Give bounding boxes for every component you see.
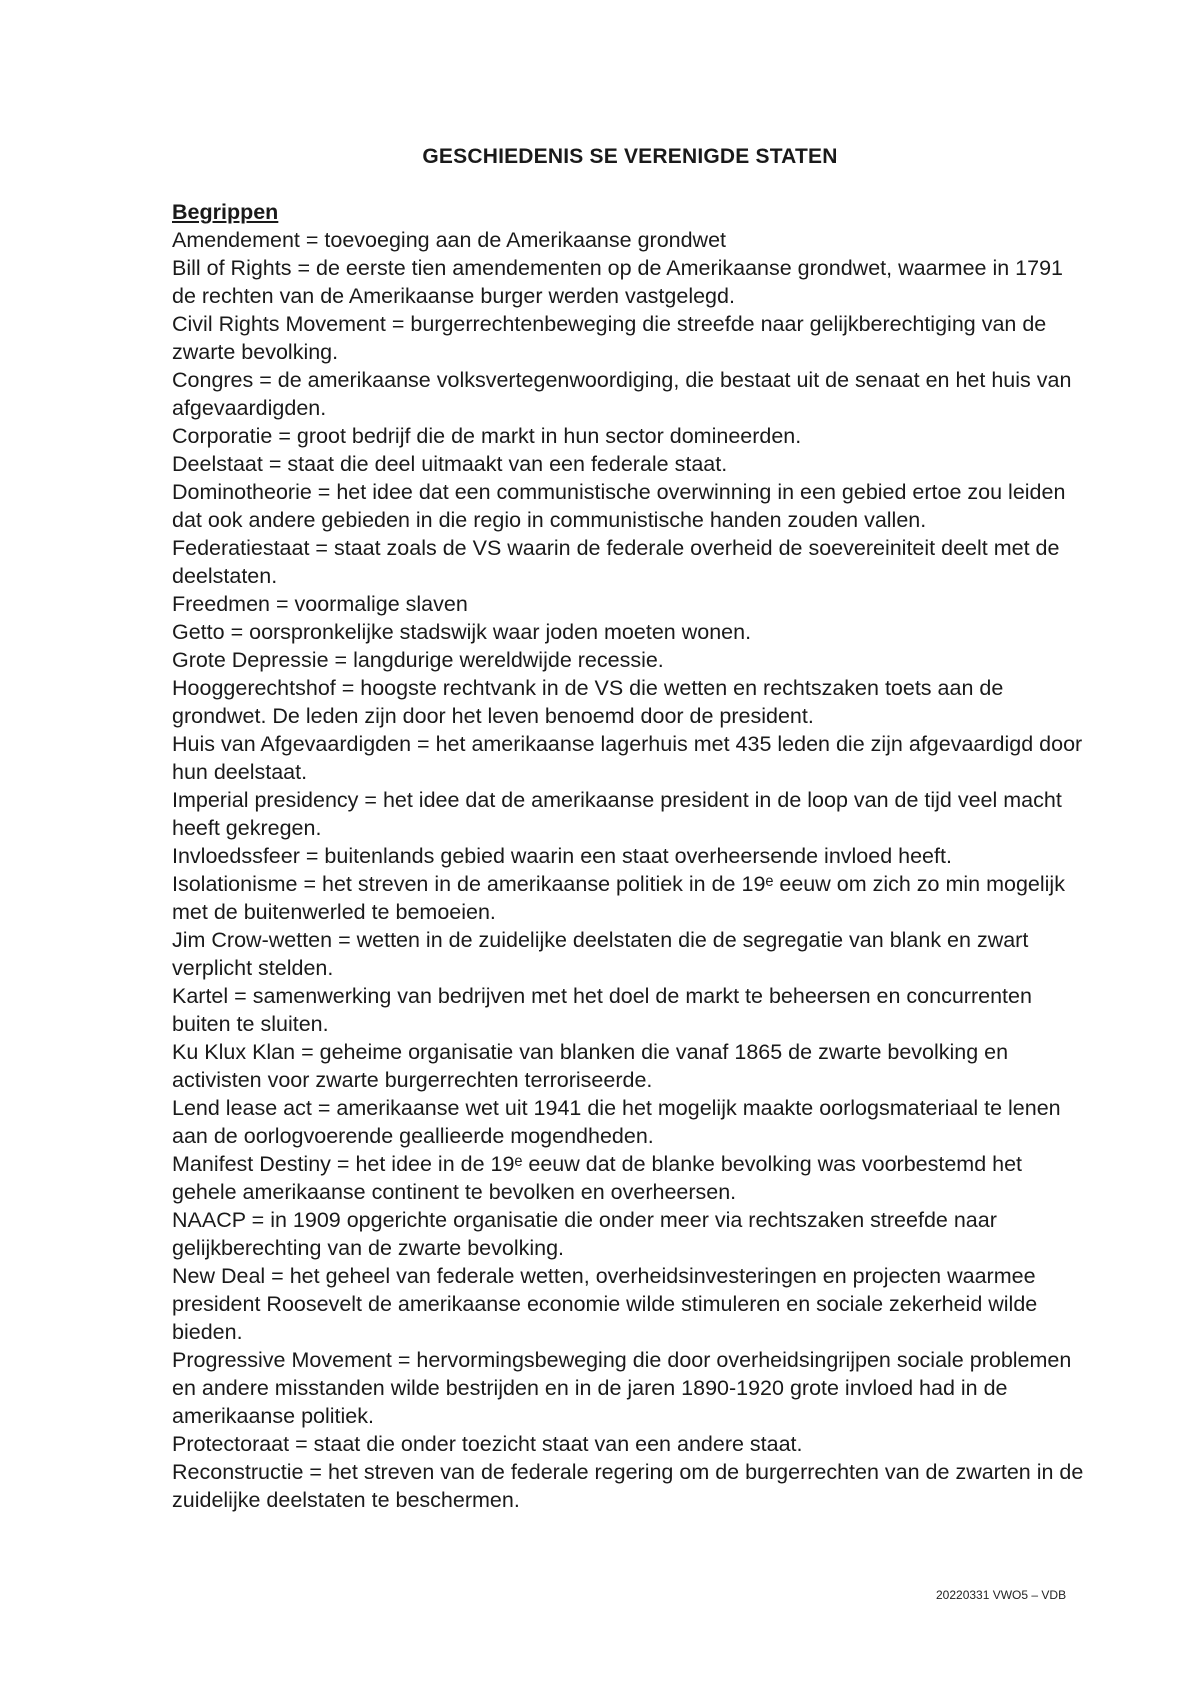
glossary-entry: Deelstaat = staat die deel uitmaakt van een federale staat. bbox=[172, 452, 728, 476]
glossary-definition: het streven van de federale regering om de burgerrechten van de zwarten in de zuidelijke deelstaten te beschermen. bbox=[172, 1460, 1084, 1512]
glossary-list bbox=[172, 226, 1092, 1514]
glossary-definition: het streven in de amerikaanse politiek in de 19ᵉ eeuw om zich zo min mogelijk met de buitenwerled te bemoeien. bbox=[172, 872, 1065, 924]
glossary-definition: de eerste tien amendementen op de Amerikaanse grondwet, waarmee in 1791 de rechten van de Amerikaanse burger werden vastgelegd. bbox=[172, 256, 1064, 308]
glossary-entry: Protectoraat = staat die onder toezicht staat van een andere staat. bbox=[172, 1432, 803, 1456]
glossary-definition: wetten in de zuidelijke deelstaten die de segregatie van blank en zwart verplicht stelden. bbox=[172, 928, 1029, 980]
glossary-definition: burgerrechtenbeweging die streefde naar gelijkberechtiging van de zwarte bevolking. bbox=[172, 312, 1047, 364]
glossary-entry: Grote Depressie = langdurige wereldwijde recessie. bbox=[172, 648, 664, 672]
glossary-definition: staat die deel uitmaakt van een federale staat. bbox=[287, 452, 728, 476]
document-title: GESCHIEDENIS SE VERENIGDE STATEN bbox=[422, 145, 838, 168]
glossary-definition: oorspronkelijke stadswijk waar joden moeten wonen. bbox=[249, 620, 752, 644]
glossary-term: Corporatie bbox=[172, 424, 273, 448]
glossary-term: Protectoraat bbox=[172, 1432, 290, 1456]
glossary-entry: Bill of Rights = de eerste tien amendementen op de Amerikaanse grondwet, waarmee in 1791 de rechten van de Amerikaanse burger werden vastgelegd. bbox=[172, 256, 1064, 308]
glossary-entry: Dominotheorie = het idee dat een communistische overwinning in een gebied ertoe zou leiden dat ook andere gebieden in die regio in communistische handen zouden vallen. bbox=[172, 480, 1066, 532]
glossary-definition: het idee dat de amerikaanse president in de loop van de tijd veel macht heeft gekregen. bbox=[172, 788, 1062, 840]
glossary-entry: Ku Klux Klan = geheime organisatie van blanken die vanaf 1865 de zwarte bevolking en activisten voor zwarte burgerrechten terroriseerde. bbox=[172, 1040, 1009, 1092]
glossary-term: Progressive Movement bbox=[172, 1348, 392, 1372]
glossary-entry: Huis van Afgevaardigden = het amerikaanse lagerhuis met 435 leden die zijn afgevaardigd door hun deelstaat. bbox=[172, 732, 1083, 784]
glossary-term: Congres bbox=[172, 368, 254, 392]
glossary-term: Bill of Rights bbox=[172, 256, 292, 280]
glossary-definition: toevoeging aan de Amerikaanse grondwet bbox=[324, 228, 727, 252]
glossary-definition: amerikaanse wet uit 1941 die het mogelijk maakte oorlogsmateriaal te lenen aan de oorlogvoerende geallieerde mogendheden. bbox=[172, 1096, 1061, 1148]
section-heading-begrippen: Begrippen bbox=[172, 200, 279, 224]
glossary-entry: Kartel = samenwerking van bedrijven met het doel de markt te beheersen en concurrenten buiten te sluiten. bbox=[172, 984, 1032, 1036]
glossary-definition: het idee in de 19ᵉ eeuw dat de blanke bevolking was voorbestemd het gehele amerikaanse continent te bevolken en overheersen. bbox=[172, 1152, 1023, 1204]
glossary-entry: Progressive Movement = hervormingsbeweging die door overheidsingrijpen sociale problemen en andere misstanden wilde bestrijden en in de jaren 1890-1920 grote invloed had in de amerikaanse politiek. bbox=[172, 1348, 1072, 1428]
glossary-definition: staat die onder toezicht staat van een andere staat. bbox=[313, 1432, 803, 1456]
glossary-definition: hoogste rechtvank in de VS die wetten en rechtszaken toets aan de grondwet. De leden zijn door het leven benoemd door de president. bbox=[172, 676, 1004, 728]
glossary-term: Manifest Destiny bbox=[172, 1152, 331, 1176]
glossary-entry: Lend lease act = amerikaanse wet uit 1941 die het mogelijk maakte oorlogsmateriaal te lenen aan de oorlogvoerende geallieerde mogendheden. bbox=[172, 1096, 1061, 1148]
glossary-entry: NAACP = in 1909 opgerichte organisatie die onder meer via rechtszaken streefde naar gelijkberechting van de zwarte bevolking. bbox=[172, 1208, 997, 1260]
glossary-term: Imperial presidency bbox=[172, 788, 359, 812]
glossary-definition: het amerikaanse lagerhuis met 435 leden die zijn afgevaardigd door hun deelstaat. bbox=[172, 732, 1083, 784]
glossary-term: Dominotheorie bbox=[172, 480, 312, 504]
glossary-entry: Freedmen = voormalige slaven bbox=[172, 592, 468, 616]
glossary-entry: Manifest Destiny = het idee in de 19ᵉ eeuw dat de blanke bevolking was voorbestemd het gehele amerikaanse continent te bevolken en overheersen. bbox=[172, 1152, 1023, 1204]
glossary-entry: Imperial presidency = het idee dat de amerikaanse president in de loop van de tijd veel macht heeft gekregen. bbox=[172, 788, 1062, 840]
glossary-term: Kartel bbox=[172, 984, 229, 1008]
glossary-term: NAACP bbox=[172, 1208, 246, 1232]
glossary-term: Invloedssfeer bbox=[172, 844, 300, 868]
glossary-entry: Congres = de amerikaanse volksvertegenwoordiging, die bestaat uit de senaat en het huis van afgevaardigden. bbox=[172, 368, 1072, 420]
glossary-definition: samenwerking van bedrijven met het doel de markt te beheersen en concurrenten buiten te sluiten. bbox=[172, 984, 1032, 1036]
glossary-term: New Deal bbox=[172, 1264, 266, 1288]
glossary-definition: het idee dat een communistische overwinning in een gebied ertoe zou leiden dat ook andere gebieden in die regio in communistische handen zouden vallen. bbox=[172, 480, 1066, 532]
glossary-entry: Hooggerechtshof = hoogste rechtvank in de VS die wetten en rechtszaken toets aan de grondwet. De leden zijn door het leven benoemd door de president. bbox=[172, 676, 1004, 728]
glossary-term: Reconstructie bbox=[172, 1460, 304, 1484]
glossary-definition: het geheel van federale wetten, overheidsinvesteringen en projecten waarmee president Roosevelt de amerikaanse economie wilde stimuleren en sociale zekerheid wilde bieden. bbox=[172, 1264, 1038, 1344]
glossary-term: Amendement bbox=[172, 228, 300, 252]
glossary-entry: Civil Rights Movement = burgerrechtenbeweging die streefde naar gelijkberechtiging van de zwarte bevolking. bbox=[172, 312, 1047, 364]
glossary-definition: geheime organisatie van blanken die vanaf 1865 de zwarte bevolking en activisten voor zwarte burgerrechten terroriseerde. bbox=[172, 1040, 1009, 1092]
glossary-term: Hooggerechtshof bbox=[172, 676, 336, 700]
glossary-entry: Reconstructie = het streven van de federale regering om de burgerrechten van de zwarten in de zuidelijke deelstaten te beschermen. bbox=[172, 1460, 1084, 1512]
glossary-entry: New Deal = het geheel van federale wetten, overheidsinvesteringen en projecten waarmee president Roosevelt de amerikaanse economie wilde stimuleren en sociale zekerheid wilde bieden. bbox=[172, 1264, 1038, 1344]
glossary-term: Deelstaat bbox=[172, 452, 263, 476]
glossary-term: Getto bbox=[172, 620, 225, 644]
glossary-definition: staat zoals de VS waarin de federale overheid de soevereiniteit deelt met de deelstaten. bbox=[172, 536, 1060, 588]
glossary-term: Lend lease act bbox=[172, 1096, 312, 1120]
page-footer: 20220331 VWO5 – VDB bbox=[936, 1588, 1067, 1602]
glossary-term: Huis van Afgevaardigden bbox=[172, 732, 412, 756]
document-content bbox=[172, 198, 1092, 1514]
glossary-definition: in 1909 opgerichte organisatie die onder meer via rechtszaken streefde naar gelijkberechting van de zwarte bevolking. bbox=[172, 1208, 997, 1260]
glossary-term: Civil Rights Movement bbox=[172, 312, 386, 336]
glossary-entry: Corporatie = groot bedrijf die de markt in hun sector domineerden. bbox=[172, 424, 802, 448]
glossary-term: Isolationisme bbox=[172, 872, 298, 896]
glossary-entry: Invloedssfeer = buitenlands gebied waarin een staat overheersende invloed heeft. bbox=[172, 844, 952, 868]
glossary-entry: Jim Crow-wetten = wetten in de zuidelijke deelstaten die de segregatie van blank en zwart verplicht stelden. bbox=[172, 928, 1029, 980]
glossary-definition: hervormingsbeweging die door overheidsingrijpen sociale problemen en andere misstanden wilde bestrijden en in de jaren 1890-1920 grote invloed had in de amerikaanse politiek. bbox=[172, 1348, 1072, 1428]
glossary-definition: buitenlands gebied waarin een staat overheersende invloed heeft. bbox=[324, 844, 952, 868]
glossary-definition: langdurige wereldwijde recessie. bbox=[353, 648, 664, 672]
glossary-entry: Federatiestaat = staat zoals de VS waarin de federale overheid de soevereiniteit deelt met de deelstaten. bbox=[172, 536, 1060, 588]
glossary-definition: groot bedrijf die de markt in hun sector domineerden. bbox=[296, 424, 802, 448]
glossary-term: Freedmen bbox=[172, 592, 270, 616]
glossary-entry: Isolationisme = het streven in de amerikaanse politiek in de 19ᵉ eeuw om zich zo min mogelijk met de buitenwerled te bemoeien. bbox=[172, 872, 1065, 924]
glossary-entry: Getto = oorspronkelijke stadswijk waar joden moeten wonen. bbox=[172, 620, 752, 644]
glossary-definition: voormalige slaven bbox=[294, 592, 468, 616]
glossary-definition: de amerikaanse volksvertegenwoordiging, die bestaat uit de senaat en het huis van afgevaardigden. bbox=[172, 368, 1072, 420]
glossary-term: Federatiestaat bbox=[172, 536, 310, 560]
glossary-term: Ku Klux Klan bbox=[172, 1040, 296, 1064]
glossary-term: Grote Depressie bbox=[172, 648, 329, 672]
glossary-term: Jim Crow-wetten bbox=[172, 928, 333, 952]
glossary-entry: Amendement = toevoeging aan de Amerikaanse grondwet bbox=[172, 228, 727, 252]
